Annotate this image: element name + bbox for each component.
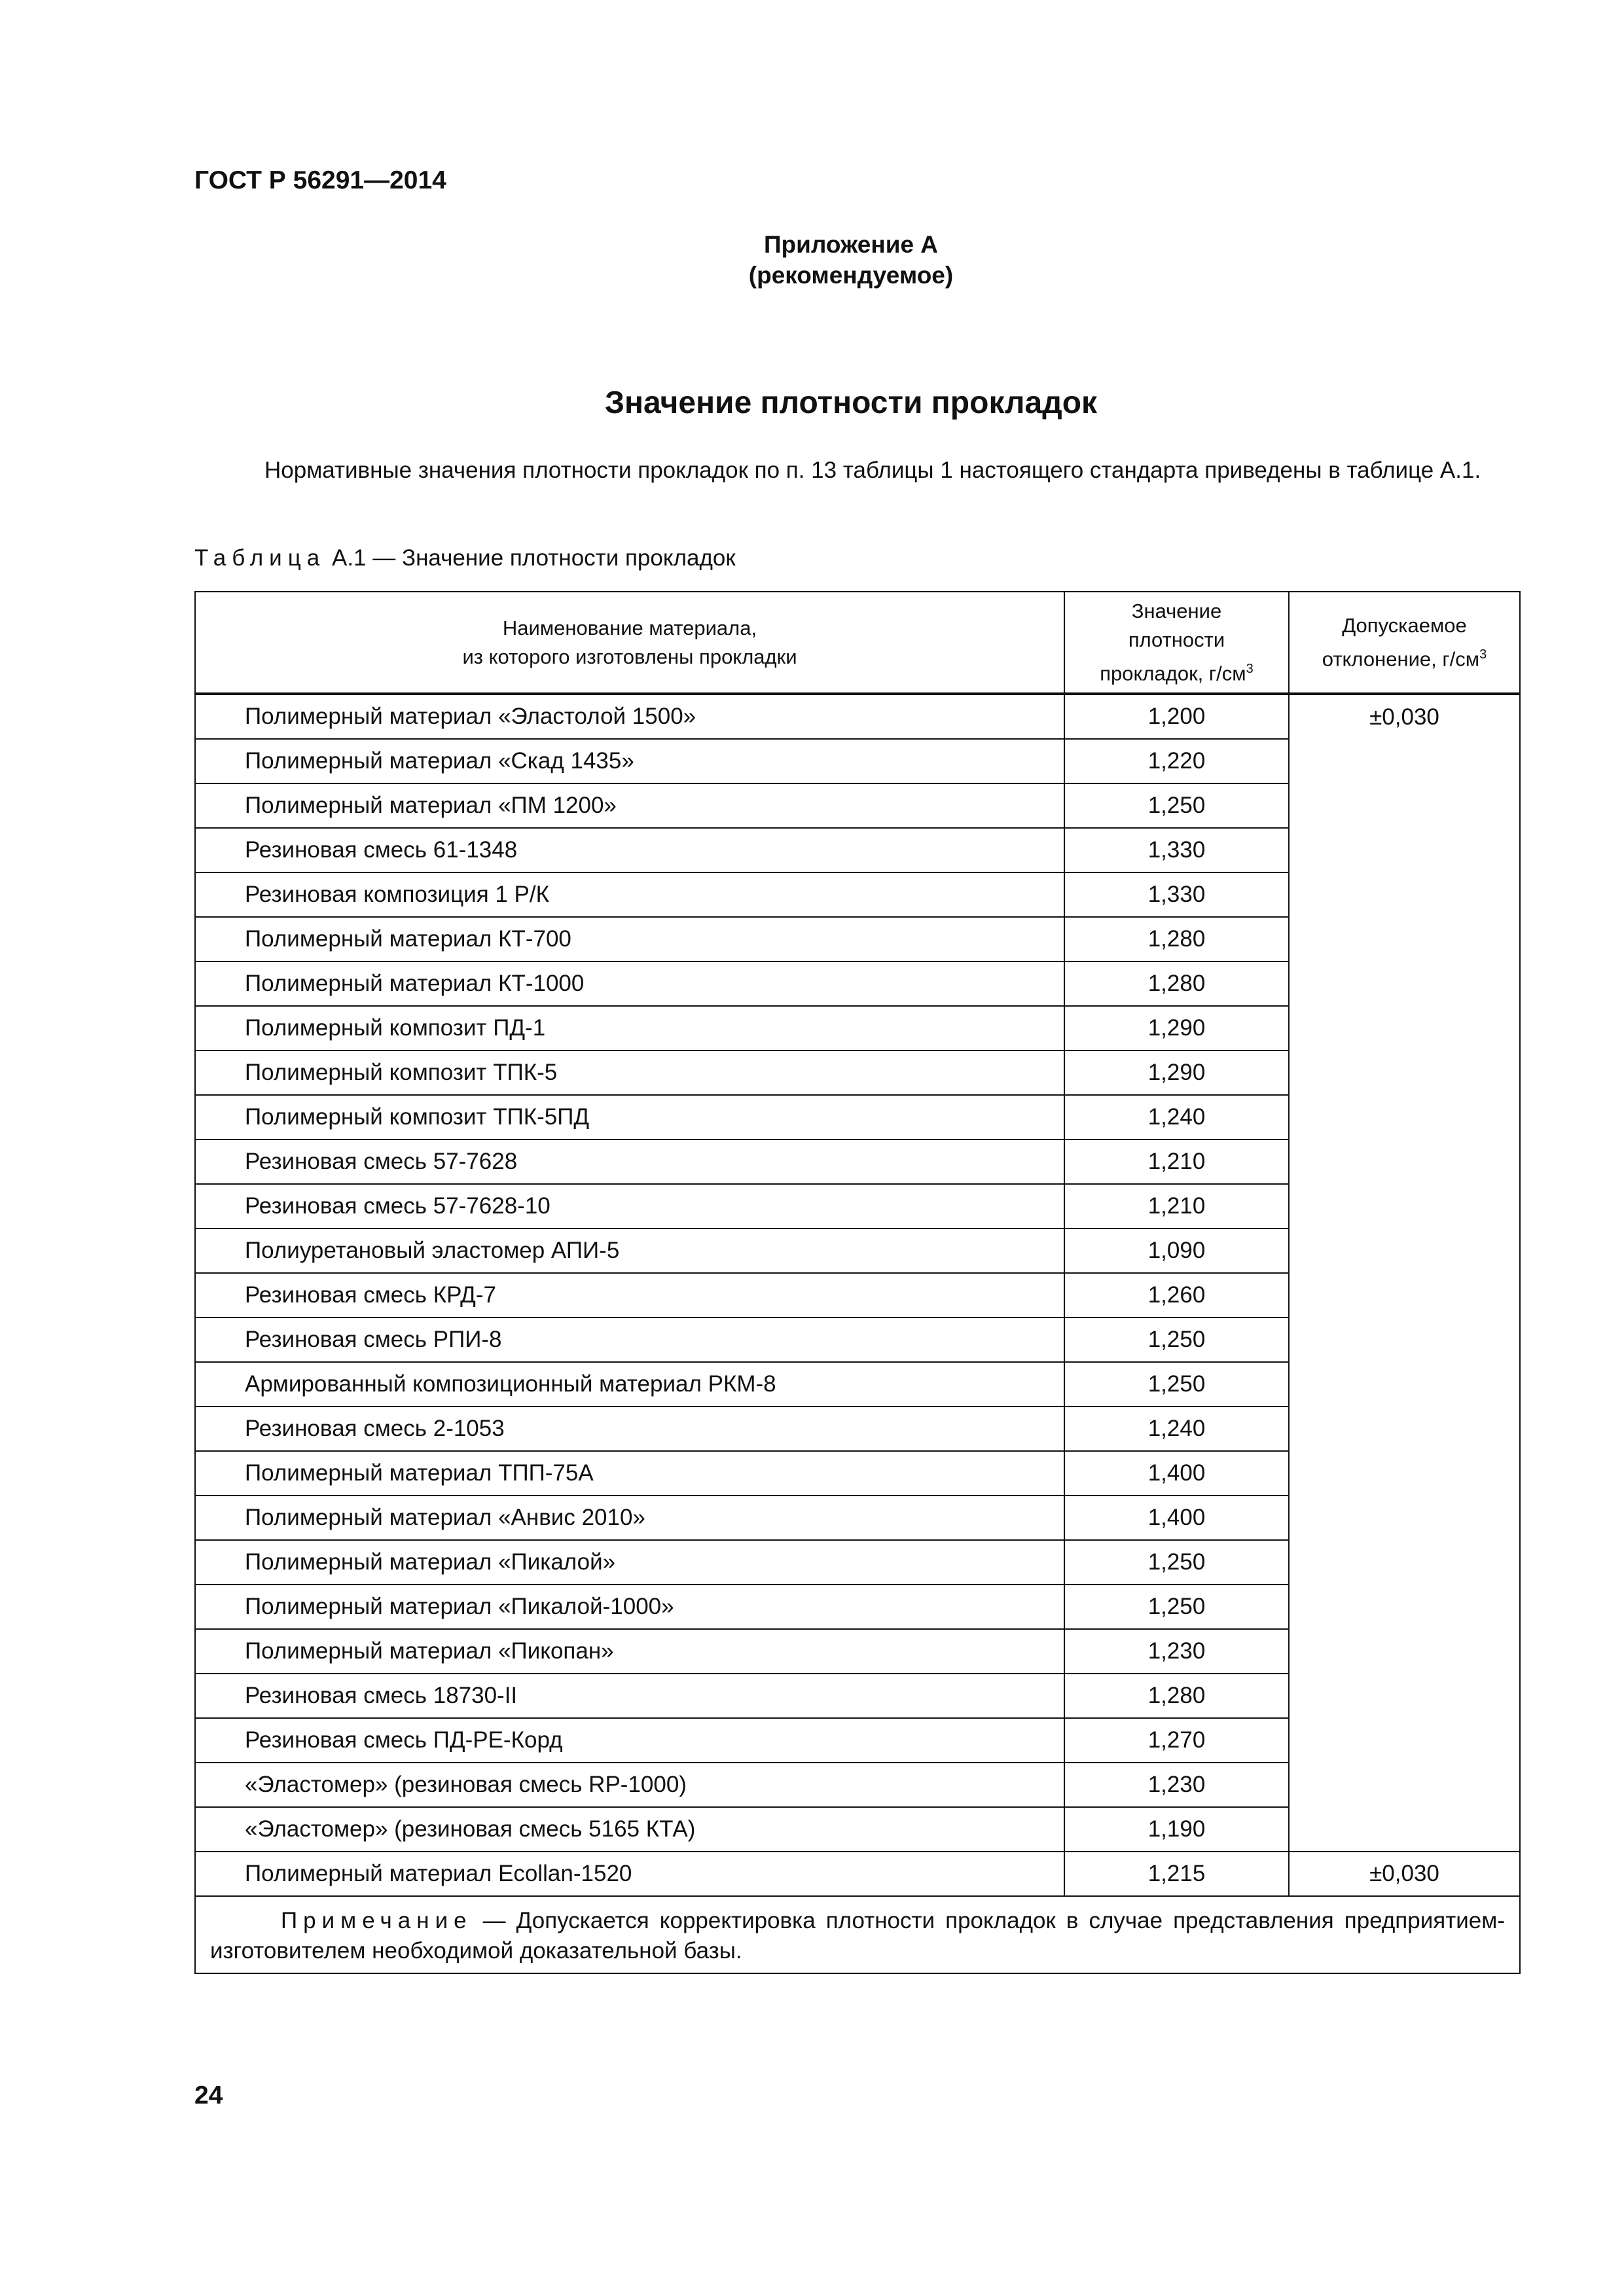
table-header-row [195, 592, 1520, 694]
density-value-cell: 1,250 [1064, 1362, 1289, 1407]
density-value-cell: 1,250 [1064, 783, 1289, 828]
material-name-cell: Полимерный материал ТПП-75А [195, 1451, 1064, 1496]
density-value-cell: 1,330 [1064, 872, 1289, 917]
page-number: 24 [194, 2081, 223, 2109]
material-name-cell: Резиновая смесь 18730-II [195, 1674, 1064, 1718]
material-name-cell: Полимерный материал «Эластолой 1500» [195, 694, 1064, 739]
density-value-cell: 1,220 [1064, 739, 1289, 783]
tolerance-cell: ±0,030 [1289, 694, 1520, 1852]
material-name-cell: Резиновая смесь 57-7628-10 [195, 1184, 1064, 1229]
density-value-cell: 1,240 [1064, 1095, 1289, 1139]
density-value-cell: 1,250 [1064, 1540, 1289, 1585]
density-value-cell: 1,260 [1064, 1273, 1289, 1318]
tolerance-cell: ±0,030 [1289, 1852, 1520, 1896]
material-name-cell: Полимерный материал КТ-1000 [195, 961, 1064, 1006]
header-tolerance: Допускаемое отклонение, $г/см^3$ [1289, 592, 1520, 694]
material-name-cell: Резиновая смесь 57-7628 [195, 1139, 1064, 1184]
density-value-cell: 1,290 [1064, 1006, 1289, 1050]
material-name-cell: Полимерный материал «Пикопан» [195, 1629, 1064, 1674]
material-name-cell: Резиновая композиция 1 Р/К [195, 872, 1064, 917]
density-value-cell: 1,210 [1064, 1184, 1289, 1229]
appendix-label: Приложение А [763, 231, 939, 258]
material-name-cell: Полимерный композит ТПК-5 [195, 1050, 1064, 1095]
material-name-cell: Резиновая смесь 61-1348 [195, 828, 1064, 872]
table-row [195, 694, 1520, 739]
material-name-cell: «Эластомер» (резиновая смесь 5165 КТА) [195, 1807, 1064, 1852]
density-value-cell: 1,280 [1064, 961, 1289, 1006]
material-name-cell: Полимерный композит ТПК-5ПД [195, 1095, 1064, 1139]
note-label: Примечание [281, 1908, 473, 1933]
table-caption-label: Таблица [194, 545, 326, 571]
note-text: — Допускается корректировка плотности прокладок в случае представления предприятием-изготовителем необходимой доказательной базы. [210, 1908, 1505, 1964]
density-value-cell: 1,250 [1064, 1318, 1289, 1362]
material-name-cell: Полимерный композит ПД-1 [195, 1006, 1064, 1050]
material-name-cell: Резиновая смесь РПИ-8 [195, 1318, 1064, 1362]
material-name-cell: Армированный композиционный материал РКМ-8 [195, 1362, 1064, 1407]
material-name-cell: Полиуретановый эластомер АПИ-5 [195, 1229, 1064, 1273]
material-name-cell: Резиновая смесь КРД-7 [195, 1273, 1064, 1318]
density-value-cell: 1,280 [1064, 1674, 1289, 1718]
density-value-cell: 1,090 [1064, 1229, 1289, 1273]
material-name-cell: Полимерный материал «Пикалой» [195, 1540, 1064, 1585]
material-name-cell: Полимерный материал КТ-700 [195, 917, 1064, 961]
density-value-cell: 1,270 [1064, 1718, 1289, 1763]
material-name-cell: Полимерный материал «Скад 1435» [195, 739, 1064, 783]
density-value-cell: 1,400 [1064, 1496, 1289, 1540]
density-value-cell: 1,230 [1064, 1629, 1289, 1674]
appendix-title [0, 229, 1624, 291]
density-value-cell: 1,215 [1064, 1852, 1289, 1896]
header-density: Значение плотности прокладок, $г/см^3$ [1064, 592, 1289, 694]
table-note [195, 1896, 1520, 1973]
standard-code: ГОСТ Р 56291—2014 [194, 166, 446, 194]
density-value-cell: 1,330 [1064, 828, 1289, 872]
density-value-cell: 1,210 [1064, 1139, 1289, 1184]
material-name-cell: Полимерный материал «ПМ 1200» [195, 783, 1064, 828]
table-caption [194, 545, 736, 571]
material-name-cell: Полимерный материал Ecollan-1520 [195, 1852, 1064, 1896]
intro-paragraph: Нормативные значения плотности прокладок по п. 13 таблицы 1 настоящего стандарта приведены в таблице А.1. [264, 457, 1481, 483]
density-value-cell: 1,280 [1064, 917, 1289, 961]
table-note-row [195, 1896, 1520, 1973]
table-caption-title: А.1 — Значение плотности прокладок [331, 545, 736, 571]
page-heading: Значение плотности прокладок [604, 386, 1098, 420]
density-value-cell: 1,400 [1064, 1451, 1289, 1496]
material-name-cell: Полимерный материал «Пикалой-1000» [195, 1585, 1064, 1629]
density-table [194, 591, 1521, 1974]
material-name-cell: Резиновая смесь ПД-РЕ-Корд [195, 1718, 1064, 1763]
material-name-cell: Полимерный материал «Анвис 2010» [195, 1496, 1064, 1540]
density-value-cell: 1,240 [1064, 1407, 1289, 1451]
material-name-cell: «Эластомер» (резиновая смесь RP-1000) [195, 1763, 1064, 1807]
density-value-cell: 1,190 [1064, 1807, 1289, 1852]
table-row [195, 1852, 1520, 1896]
density-value-cell: 1,200 [1064, 694, 1289, 739]
density-value-cell: 1,290 [1064, 1050, 1289, 1095]
material-name-cell: Резиновая смесь 2-1053 [195, 1407, 1064, 1451]
header-material: Наименование материала, из которого изготовлены прокладки [195, 592, 1064, 694]
density-value-cell: 1,230 [1064, 1763, 1289, 1807]
appendix-status: (рекомендуемое) [748, 262, 954, 289]
density-value-cell: 1,250 [1064, 1585, 1289, 1629]
